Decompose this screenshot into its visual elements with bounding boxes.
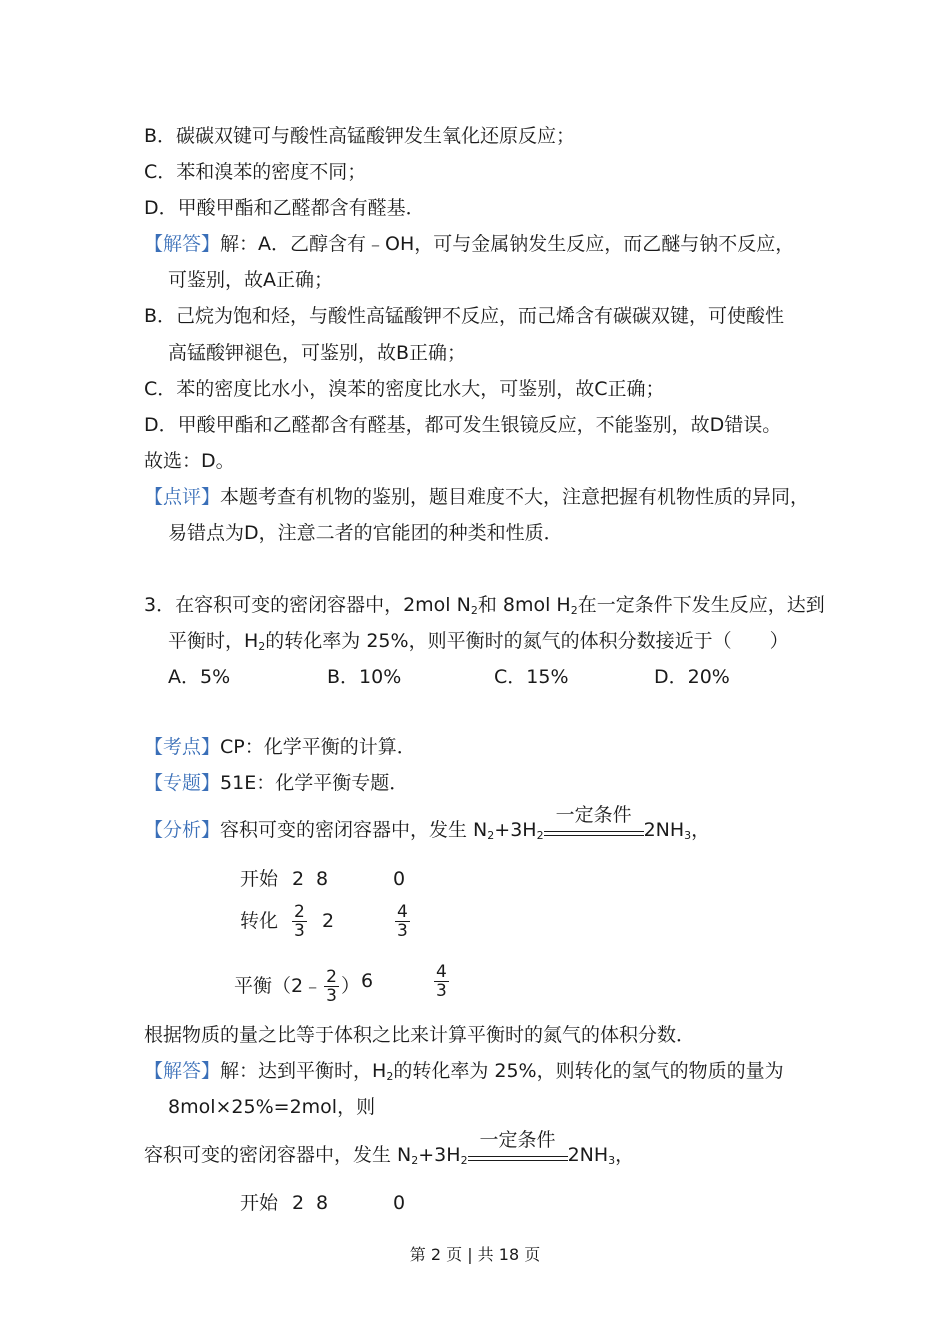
fenxi-conclusion: 根据物质的量之比等于体积之比来计算平衡时的氮气的体积分数． xyxy=(144,1024,696,1046)
q3-stem-line-2: 平衡时，$H_2$的转化率为 25%，则平衡时的氮气的体积分数接近于（ ） xyxy=(168,630,789,653)
fenxi-start-nh3: 0 xyxy=(393,868,406,890)
page-footer: 第 2 页 | 共 18 页 xyxy=(409,1245,541,1264)
fenxi-row-start: 开始 xyxy=(240,868,279,890)
jieda-start-h2: 8 xyxy=(316,1192,329,1214)
q3-kaodian: 【考点】CP：化学平衡的计算． xyxy=(144,736,416,758)
q2-option-c: C．苯和溴苯的密度不同； xyxy=(144,161,367,183)
zhuanti-tag: 【专题】 xyxy=(144,772,221,794)
q2-option-d: D．甲酸甲酯和乙醛都含有醛基． xyxy=(144,197,425,219)
q2-answer-line-3: B．己烷为饱和烃，与酸性高锰酸钾不反应，而己烯含有碳碳双键，可使酸性 xyxy=(144,305,785,327)
q3-option-d: D．20% xyxy=(654,666,730,688)
fenxi-tag: 【分析】 xyxy=(144,819,221,841)
q3-jieda-line-1: 【解答】解：达到平衡时，$H_2$的转化率为 25%，则转化的氢气的物质的量为 xyxy=(144,1060,784,1083)
q2-answer-line-4: 高锰酸钾褪色，可鉴别，故B正确； xyxy=(168,342,467,364)
comment-text: 本题考查有机物的鉴别，题目难度不大，注意把握有机物性质的异同， xyxy=(220,486,810,508)
reaction-condition-2: 一定条件 xyxy=(479,1128,556,1151)
reaction-arrow xyxy=(544,803,644,844)
q3-fenxi-equation: 【分析】容积可变的密闭容器中，发生 $N_2+3H_2$ 一定条件 $2NH_3$， xyxy=(144,803,711,842)
fenxi-start-h2: 8 xyxy=(316,868,329,890)
q3-option-a: A．5% xyxy=(168,666,231,688)
jieda-tag: 【解答】 xyxy=(144,1060,221,1082)
reaction-arrow-2 xyxy=(468,1128,568,1169)
fenxi-row-eq: 平衡（2﹣ $\frac{2}{3}$ ） xyxy=(234,967,360,1006)
fenxi-conv-h2: 2 xyxy=(322,910,335,932)
kaodian-tag: 【考点】 xyxy=(144,736,221,758)
fenxi-conv-nh3: $\frac{4}{3}$ xyxy=(397,902,408,941)
q2-answer-line-5: C．苯的密度比水小，溴苯的密度比水大，可鉴别，故C正确； xyxy=(144,378,665,400)
q2-comment-line-2: 易错点为D，注意二者的官能团的种类和性质． xyxy=(168,522,563,544)
answer-text: 解：A．乙醇含有﹣OH，可与金属钠发生反应，而乙醚与钠不反应， xyxy=(220,233,795,255)
q3-option-b: B．10% xyxy=(327,666,402,688)
q3-jieda-line-2: 8mol×25%=2mol，则 xyxy=(168,1096,376,1118)
fenxi-start-n2: 2 xyxy=(292,868,305,890)
fenxi-eq-nh3: $\frac{4}{3}$ xyxy=(436,962,447,1001)
fenxi-eq-h2: 6 xyxy=(361,970,374,992)
jieda-start-nh3: 0 xyxy=(393,1192,406,1214)
reaction-condition: 一定条件 xyxy=(555,803,632,826)
q3-option-c: C．15% xyxy=(494,666,569,688)
jieda-start-n2: 2 xyxy=(292,1192,305,1214)
jieda-row-start: 开始 xyxy=(240,1192,279,1214)
q2-answer-line-1 xyxy=(144,231,794,257)
q3-jieda-equation: 容积可变的密闭容器中，发生 $N_2+3H_2$ 一定条件 $2NH_3$， xyxy=(144,1128,635,1167)
q2-answer-line-6: D．甲酸甲酯和乙醛都含有醛基，都可发生银镜反应，不能鉴别，故D错误。 xyxy=(144,414,782,436)
q3-stem-line-1: 3．在容积可变的密闭容器中，2mol $N_2$和 8mol $H_2$在一定条件下发生反应，达到 xyxy=(144,594,825,617)
q2-choice: 故选：D。 xyxy=(144,450,235,472)
fenxi-conv-n2: $\frac{2}{3}$ xyxy=(294,902,305,941)
answer-tag: 【解答】 xyxy=(144,233,221,255)
q2-option-b: B．碳碳双键可与酸性高锰酸钾发生氧化还原反应； xyxy=(144,125,576,147)
q3-zhuanti: 【专题】51E：化学平衡专题． xyxy=(144,772,409,794)
q2-comment-line-1 xyxy=(144,484,809,510)
q2-answer-line-2: 可鉴别，故A正确； xyxy=(168,269,333,291)
fenxi-row-conv: 转化 xyxy=(240,910,279,932)
comment-tag: 【点评】 xyxy=(144,486,221,508)
